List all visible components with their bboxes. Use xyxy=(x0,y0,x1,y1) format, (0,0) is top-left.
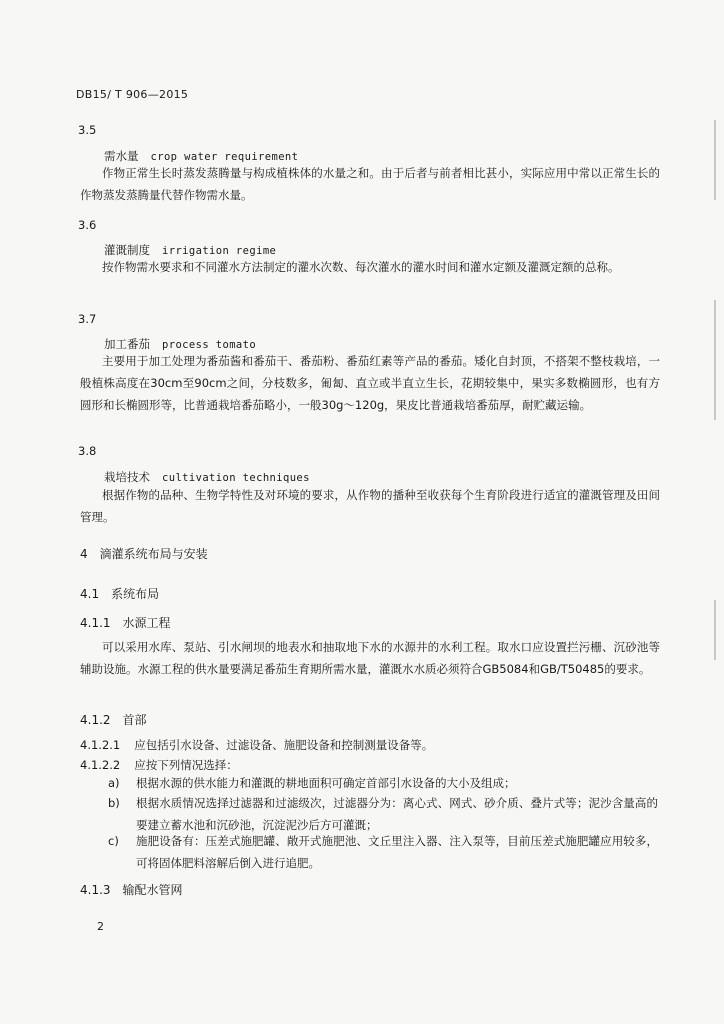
definition-text: 根据作物的品种、生物学特性及对环境的要求，从作物的播种至收获每个生育阶段进行适宜的灌溉管理及田间管理。 xyxy=(80,488,660,524)
page-number: 2 xyxy=(97,920,104,933)
term-english: irrigation regime xyxy=(162,245,277,257)
term-chinese: 加工番茄 xyxy=(104,337,150,351)
clause-number: 3.6 xyxy=(78,218,97,232)
subsection-heading xyxy=(80,881,183,898)
list-marker: c) xyxy=(108,834,119,848)
section-title: 系统布局 xyxy=(111,587,160,601)
clause-line xyxy=(80,757,238,773)
clause-text: 应按下列情况选择： xyxy=(134,758,238,772)
term-english: process tomato xyxy=(162,339,257,351)
subsection-heading xyxy=(80,711,147,728)
chapter-title: 滴灌系统布局与安装 xyxy=(99,547,208,561)
list-marker: b) xyxy=(108,796,120,810)
term-english: crop water requirement xyxy=(150,151,299,163)
subsection-number: 4.1.2 xyxy=(80,713,111,727)
clause-text: 应包括引水设备、过滤设备、施肥设备和控制测量设备等。 xyxy=(134,738,434,752)
section-number: 4.1 xyxy=(80,587,100,601)
body-paragraph: 可以采用水库、泵站、引水闸坝的地表水和抽取地下水的水源井的水利工程。取水口应设置拦污栅、沉砂池等辅助设施。水源工程的供水量要满足番茄生育期所需水量，灌溉水水质必须符合GB5084和GB/T50485的要求。 xyxy=(80,640,660,676)
list-item-text: 施肥设备有：压差式施肥罐、敞开式施肥池、文丘里注入器、注入泵等，目前压差式施肥罐应用较多，可将固体肥料溶解后倒入进行追肥。 xyxy=(136,834,658,870)
scan-edge-mark xyxy=(714,300,716,420)
term-entry xyxy=(104,469,310,485)
clause-line xyxy=(80,737,433,753)
clause-number: 3.8 xyxy=(78,444,97,458)
subsection-heading xyxy=(80,614,171,631)
term-english: cultivation techniques xyxy=(162,472,310,484)
subsection-title: 水源工程 xyxy=(122,616,171,630)
clause-number: 3.5 xyxy=(78,123,97,137)
list-marker: a) xyxy=(108,776,120,790)
chapter-heading xyxy=(80,545,208,562)
term-chinese: 栽培技术 xyxy=(104,470,150,484)
definition-text: 按作物需水要求和不同灌水方法制定的灌水次数、每次灌水的灌水时间和灌水定额及灌溉定额的总称。 xyxy=(102,260,620,274)
definition-text: 作物正常生长时蒸发蒸腾量与构成植株体的水量之和。由于后者与前者相比甚小，实际应用中常以正常生长的作物蒸发蒸腾量代替作物需水量。 xyxy=(80,166,660,202)
definition-text: 主要用于加工处理为番茄酱和番茄干、番茄粉、番茄红素等产品的番茄。矮化自封顶，不搭架不整枝栽培，一般植株高度在30cm至90cm之间，分枝数多，匍匐、直立或半直立生长，花期较集中，果实多数椭圆形，也有方圆形和长椭圆形等，比普通栽培番茄略小，一般30g～120g，果皮比普通栽培番茄厚，耐贮藏运输。 xyxy=(80,354,660,412)
term-chinese: 灌溉制度 xyxy=(104,243,150,257)
clause-number: 3.7 xyxy=(78,312,97,326)
list-item xyxy=(108,772,658,794)
list-item-text: 根据水质情况选择过滤器和过滤级次，过滤器分为：离心式、网式、砂介质、叠片式等；泥沙含量高的要建立蓄水池和沉砂池，沉淀泥沙后方可灌溉； xyxy=(136,796,658,832)
standard-code-header: DB15/ T 906—2015 xyxy=(76,88,189,101)
scan-edge-mark xyxy=(714,600,716,660)
subsection-number: 4.1.3 xyxy=(80,883,111,897)
subsection-title: 首部 xyxy=(122,713,147,727)
section-heading xyxy=(80,585,159,602)
term-chinese: 需水量 xyxy=(104,149,139,163)
list-item-text: 根据水源的供水能力和灌溉的耕地面积可确定首部引水设备的大小及组成； xyxy=(136,776,516,790)
list-item xyxy=(108,830,658,874)
scan-edge-mark xyxy=(714,120,716,200)
clause-number: 4.1.2.2 xyxy=(80,758,121,772)
subsection-number: 4.1.1 xyxy=(80,616,111,630)
subsection-title: 输配水管网 xyxy=(122,883,183,897)
clause-number: 4.1.2.1 xyxy=(80,738,121,752)
chapter-number: 4 xyxy=(80,547,88,561)
